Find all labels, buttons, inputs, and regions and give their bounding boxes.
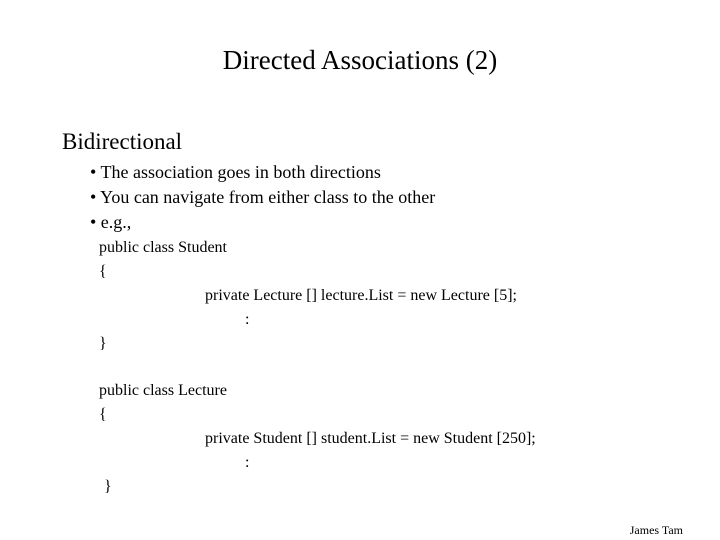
- bullet-item: • The association goes in both directions: [90, 162, 381, 182]
- class-declaration: public class Student: [99, 239, 227, 256]
- slide-title: Directed Associations (2): [222, 45, 498, 75]
- code-ellipsis: :: [245, 454, 250, 471]
- close-brace: }: [99, 335, 107, 352]
- bullet-item: • e.g.,: [90, 212, 132, 232]
- code-ellipsis: :: [245, 311, 250, 328]
- open-brace: {: [99, 263, 107, 280]
- footer-author: James Tam: [629, 523, 683, 537]
- class-declaration: public class Lecture: [99, 382, 227, 399]
- field-declaration: private Student [] student.List = new Student [250];: [205, 430, 536, 447]
- field-declaration: private Lecture [] lecture.List = new Lecture [5];: [205, 287, 517, 304]
- section-heading: Bidirectional: [62, 129, 183, 154]
- close-brace: }: [104, 478, 112, 495]
- open-brace: {: [99, 406, 107, 423]
- bullet-item: • You can navigate from either class to the other: [90, 187, 436, 207]
